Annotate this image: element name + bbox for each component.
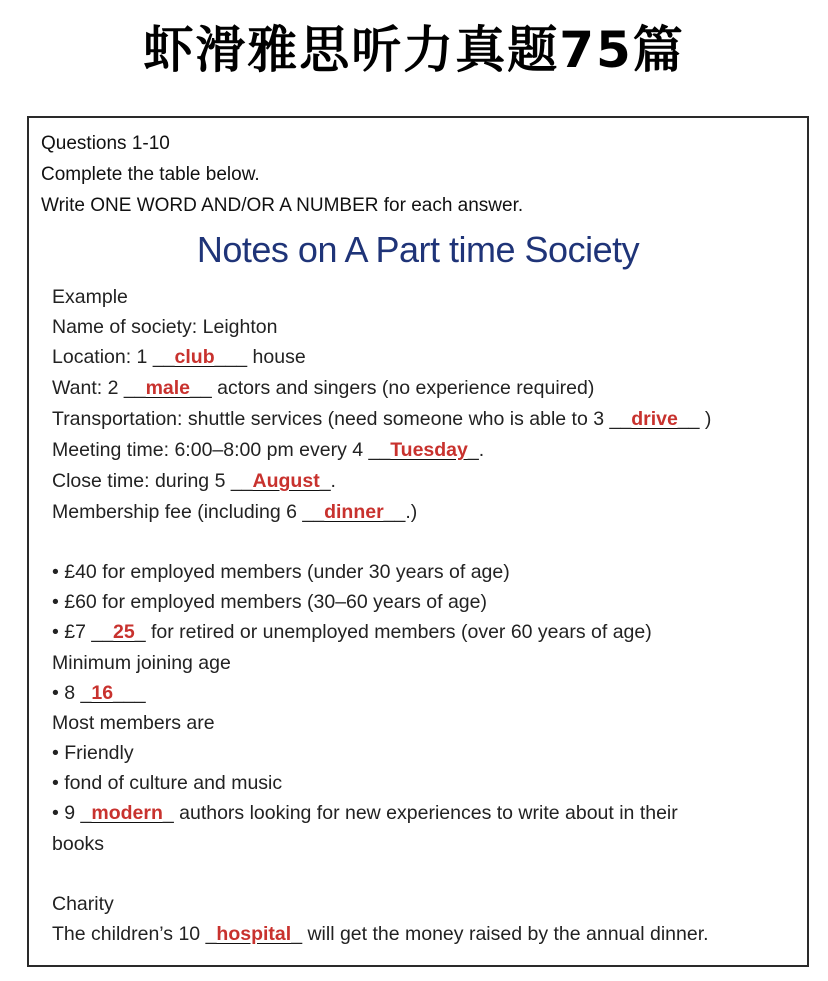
answer-10: hospital — [216, 923, 292, 945]
question-2-text-after: __ actors and singers (no experience required) — [190, 377, 595, 399]
question-2-text: Want: 2 __ — [52, 377, 146, 399]
question-6-text: Membership fee (including 6 __ — [52, 501, 325, 523]
notes-title: Notes on A Part time Society — [196, 229, 640, 270]
page-title: 虾滑雅思听力真题75篇 — [143, 21, 685, 79]
question-8-line — [52, 681, 146, 705]
question-4-text-after: _. — [467, 439, 485, 461]
question-box — [27, 116, 809, 967]
question-9-text: • 9 _ — [52, 802, 92, 824]
question-1-line — [52, 345, 306, 369]
question-6-line — [52, 500, 417, 524]
example-label: Example — [52, 286, 128, 308]
charity-label: Charity — [52, 893, 114, 915]
answer-6: dinner — [324, 501, 384, 523]
question-9-line — [52, 801, 678, 825]
question-9-text-after: _ authors looking for new experiences to write about in their — [162, 802, 678, 824]
question-8-text-after: ___ — [113, 682, 146, 704]
trait-culture-music: • fond of culture and music — [52, 772, 283, 794]
question-5-text-after: _. — [319, 470, 336, 492]
question-3-text-after: __ ) — [677, 408, 712, 430]
fee-employed-under-30: • £40 for employed members (under 30 years of age) — [52, 561, 510, 583]
answer-8: 16 — [91, 682, 114, 704]
questions-range: Questions 1-10 — [41, 133, 170, 154]
fee-employed-30-60: • £60 for employed members (30–60 years of age) — [52, 591, 487, 613]
question-3-text: Transportation: shuttle services (need someone who is able to 3 __ — [52, 408, 632, 430]
question-3-line — [52, 407, 711, 431]
question-1-text: Location: 1 __ — [52, 346, 175, 368]
question-10-text: The children’s 10 _ — [52, 923, 217, 945]
society-name: Name of society: Leighton — [52, 316, 278, 338]
question-1-text-after: ___ house — [214, 346, 306, 368]
question-2-line — [52, 376, 594, 400]
question-5-line — [52, 469, 336, 493]
question-10-line — [52, 922, 709, 946]
answer-7: 25 — [113, 621, 135, 643]
trait-friendly: • Friendly — [52, 742, 134, 764]
question-8-text: • 8 _ — [52, 682, 92, 704]
min-age-label: Minimum joining age — [52, 652, 231, 674]
answer-3: drive — [631, 408, 678, 430]
answer-5: August — [252, 470, 320, 492]
question-7-text-after: _ for retired or unemployed members (over 60 years of age) — [134, 621, 652, 643]
answer-4: Tuesday — [390, 439, 468, 461]
most-members-label: Most members are — [52, 712, 215, 734]
question-4-line — [52, 438, 484, 462]
answer-2: male — [145, 377, 191, 399]
question-7-line — [52, 620, 652, 644]
question-9-continuation: books — [52, 833, 105, 855]
question-4-text: Meeting time: 6:00–8:00 pm every 4 __ — [52, 439, 391, 461]
question-7-text: • £7 __ — [52, 621, 114, 643]
question-10-text-after: _ will get the money raised by the annual dinner. — [291, 923, 709, 945]
question-6-text-after: __.) — [383, 501, 418, 523]
question-5-text: Close time: during 5 __ — [52, 470, 253, 492]
instruction-word-limit: Write ONE WORD AND/OR A NUMBER for each answer. — [41, 195, 524, 216]
answer-9: modern — [91, 802, 163, 824]
answer-1: club — [174, 346, 215, 368]
instruction-complete: Complete the table below. — [41, 164, 260, 185]
